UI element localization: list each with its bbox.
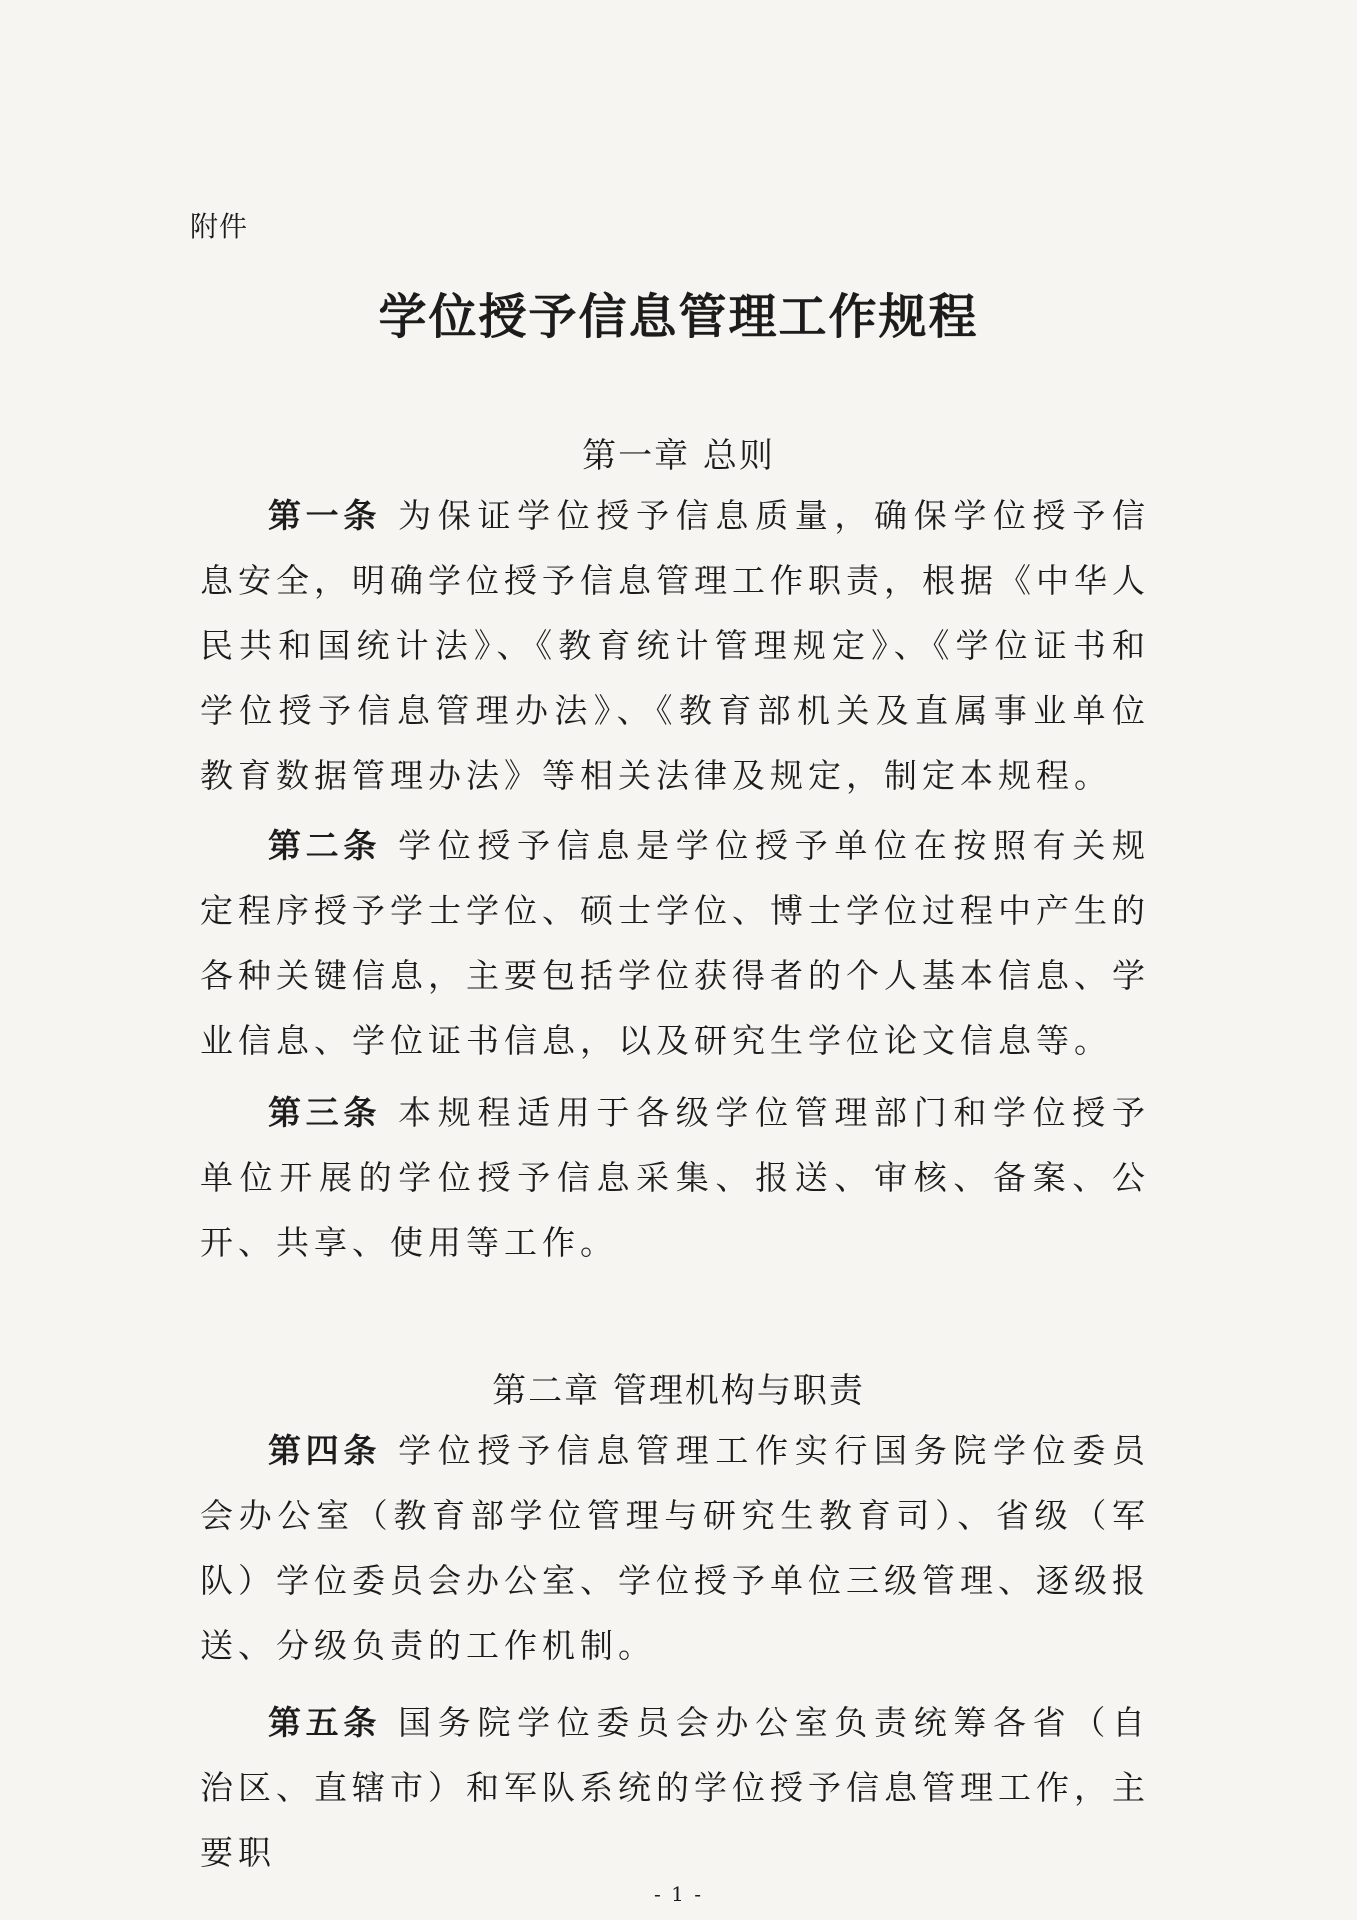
article-4-text: 学位授予信息管理工作实行国务院学位委员会办公室（教育部学位管理与研究生教育司）、省级（军队）学位委员会办公室、学位授予单位三级管理、逐级报送、分级负责的工作机制。 <box>200 1431 1151 1665</box>
article-2 <box>200 813 1150 1073</box>
article-2-label: 第二条 <box>268 826 381 865</box>
article-5-text: 国务院学位委员会办公室负责统筹各省（自治区、直辖市）和军队系统的学位授予信息管理工作，主要职 <box>200 1703 1151 1872</box>
article-5-label: 第五条 <box>268 1703 381 1742</box>
article-3-text: 本规程适用于各级学位管理部门和学位授予单位开展的学位授予信息采集、报送、审核、备案、公开、共享、使用等工作。 <box>200 1093 1151 1262</box>
article-3 <box>200 1080 1150 1275</box>
chapter-2-heading: 第二章 管理机构与职责 <box>492 1371 865 1411</box>
article-4 <box>200 1418 1150 1678</box>
article-3-label: 第三条 <box>268 1093 381 1132</box>
chapter-1-heading: 第一章 总则 <box>582 436 775 476</box>
article-1-text: 为保证学位授予信息质量，确保学位授予信息安全，明确学位授予信息管理工作职责，根据《中华人民共和国统计法》、《教育统计管理规定》、《学位证书和学位授予信息管理办法》、《教育部机关及直属事业单位教育数据管理办法》等相关法律及规定，制定本规程。 <box>200 496 1151 795</box>
attachment-label: 附件 <box>190 210 249 243</box>
article-4-label: 第四条 <box>268 1431 381 1470</box>
article-1-label: 第一条 <box>268 496 381 535</box>
page-number: - 1 - <box>654 1882 703 1906</box>
article-5 <box>200 1690 1150 1885</box>
article-1 <box>200 483 1150 808</box>
document-title: 学位授予信息管理工作规程 <box>378 289 979 345</box>
article-2-text: 学位授予信息是学位授予单位在按照有关规定程序授予学士学位、硕士学位、博士学位过程中产生的各种关键信息，主要包括学位获得者的个人基本信息、学业信息、学位证书信息，以及研究生学位论文信息等。 <box>200 826 1151 1060</box>
